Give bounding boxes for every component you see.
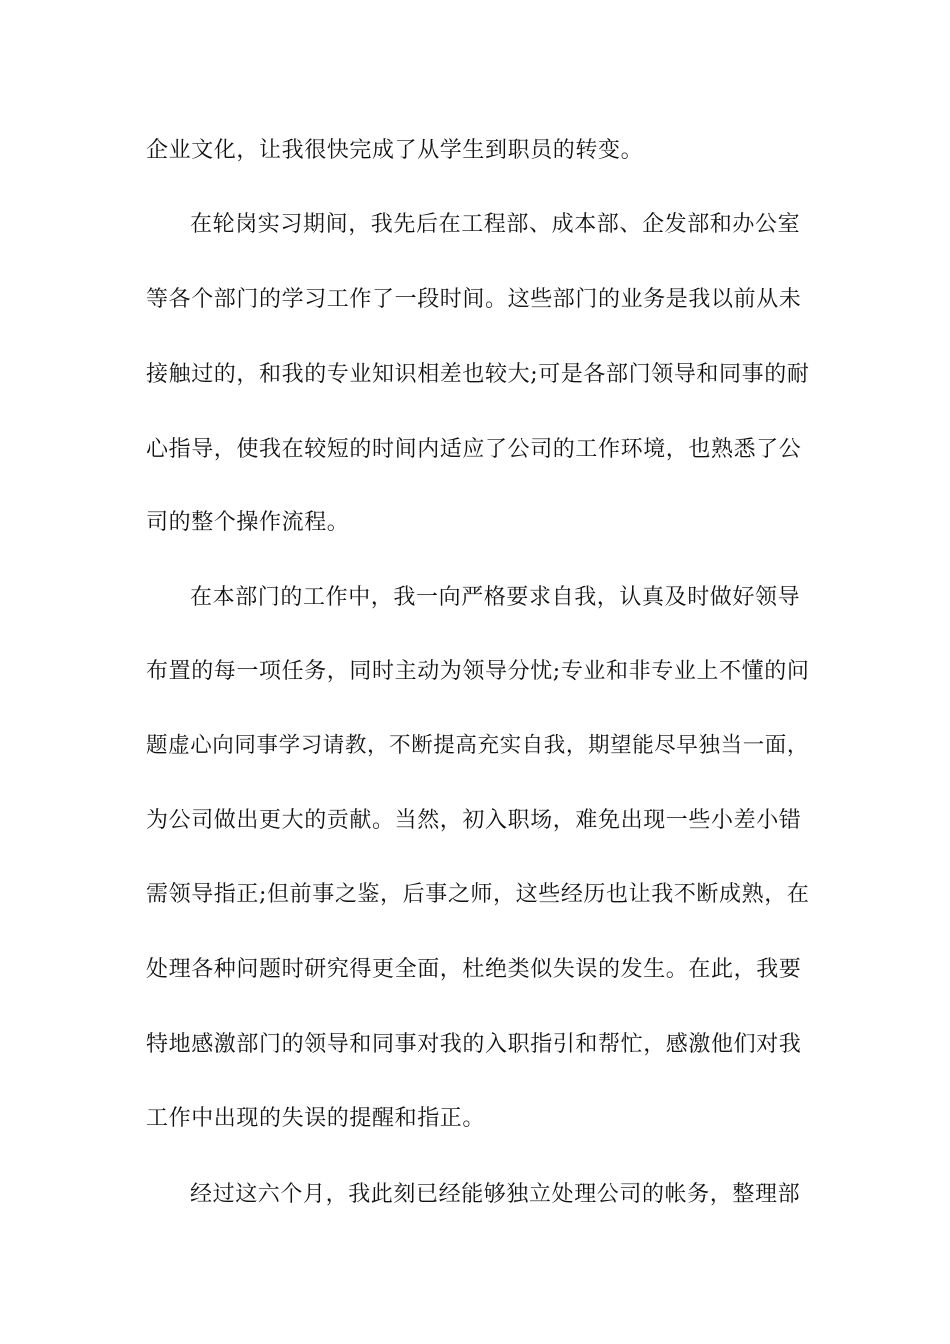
text-line: 工作中出现的失误的提醒和指正。 [146, 1106, 486, 1131]
text-line: 企业文化，让我很快完成了从学生到职员的转变。 [146, 138, 644, 163]
text-line: 处理各种问题时研究得更全面，杜绝类似失误的发生。在此，我要 [146, 957, 802, 982]
text-line: 经过这六个月，我此刻已经能够独立处理公司的帐务，整理部 [190, 1182, 801, 1207]
text-line: 在轮岗实习期间，我先后在工程部、成本部、企发部和办公室 [190, 212, 801, 237]
text-line: 布置的每一项任务，同时主动为领导分忧;专业和非专业上不懂的问 [146, 659, 810, 684]
text-line: 需领导指正;但前事之鉴，后事之师，这些经历也让我不断成熟，在 [146, 882, 810, 907]
text-line: 等各个部门的学习工作了一段时间。这些部门的业务是我以前从未 [146, 287, 802, 312]
text-line: 心指导，使我在较短的时间内适应了公司的工作环境，也熟悉了公 [146, 437, 802, 462]
text-line: 接触过的，和我的专业知识相差也较大;可是各部门领导和同事的耐 [146, 362, 810, 387]
text-line: 司的整个操作流程。 [146, 510, 350, 535]
text-line: 题虚心向同事学习请教，不断提高充实自我，期望能尽早独当一面， [146, 733, 810, 758]
text-line: 在本部门的工作中，我一向严格要求自我，认真及时做好领导 [190, 585, 801, 610]
text-line: 特地感激部门的领导和同事对我的入职指引和帮忙，感激他们对我 [146, 1032, 802, 1057]
text-line: 为公司做出更大的贡献。当然，初入职场，难免出现一些小差小错 [146, 808, 802, 833]
